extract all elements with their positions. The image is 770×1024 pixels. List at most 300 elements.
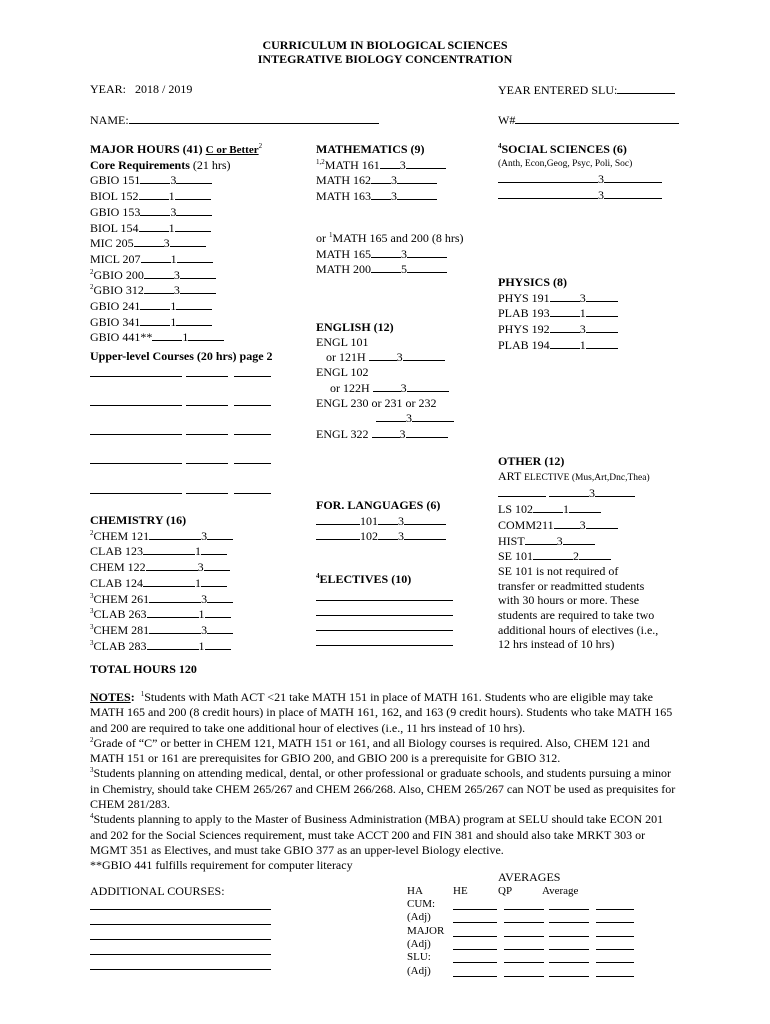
other-course-row xyxy=(498,548,658,564)
se-note-line: 12 hrs instead of 10 hrs) xyxy=(498,637,615,652)
course-blank[interactable] xyxy=(144,282,174,294)
english-line-1: ENGL 101 xyxy=(316,334,369,349)
chemistry-course-row xyxy=(90,528,233,544)
footnote-sup: 2 xyxy=(90,528,94,537)
course-blank[interactable] xyxy=(149,591,201,603)
elective-blank[interactable] xyxy=(316,645,453,646)
social-blank[interactable] xyxy=(604,171,662,183)
major-section xyxy=(90,142,262,345)
course-blank[interactable] xyxy=(175,220,211,232)
major-course-list xyxy=(90,172,262,345)
year-entered-blank[interactable] xyxy=(617,82,675,94)
course-hours: 1 xyxy=(195,575,202,590)
note-2: Grade of “C” or better in CHEM 121, MATH 151 or 161, and all Biology courses is required. Also, CHEM 121 and MATH 151 or 161 are prerequisites for GBIO 200, and GBIO 200 is a prerequisite for GBIO 312. xyxy=(90,735,650,766)
language-blank[interactable] xyxy=(378,513,398,525)
course-code: CLAB 123 xyxy=(90,544,144,559)
course-blank[interactable] xyxy=(407,261,447,273)
course-blank[interactable] xyxy=(140,314,170,326)
course-hours: 1 xyxy=(579,306,586,321)
averages-blank[interactable] xyxy=(453,922,497,923)
course-blank[interactable] xyxy=(176,172,212,184)
averages-blank[interactable] xyxy=(453,909,497,910)
course-blank[interactable] xyxy=(380,157,400,169)
se-note-line: students are required to take two xyxy=(498,608,655,623)
course-blank[interactable] xyxy=(140,172,170,184)
language-blank[interactable] xyxy=(316,513,360,525)
course-blank[interactable] xyxy=(204,559,230,571)
note-5: **GBIO 441 fulfills requirement for computer literacy xyxy=(90,858,353,873)
notes-section: NOTES: $^1$Students with Math ACT <21 take MATH 151 in place of MATH 161. Students who are eligible may take MATH 165 and 200 (8 credit hours) in place of MATH 161, 162, and 163 (9 credit hours). Students who take MATH 165 and 200 are required to take one additional hour of electives (i.e., 11 hrs instead of 10 hrs). $^2$Grade of “C” or better in CHEM 121, MATH 151 or 161, and all Biology courses is required. Also, CHEM 121 and MATH 151 or 161 are prerequisites for GBIO 200, and GBIO 200 is a prerequisite for GBIO 312. $^3$Students planning on attending medical, dental, or other professional or graduate schools, and students pursuing a minor in Chemistry, should take CHEM 265/267 and CHEM 266/268. Also, CHEM 265/267 can NOT be used as prequisites for CHEM 281/283. $^4$Students planning to apply to the Master of Business Administration (MBA) program at SELU should take ECON 201 and 202 for the Social Sciences requirement, must take ACCT 200 and FIN 381 and should also take MRKT 303 or MGMT 351 as Electives, and must take GBIO 377 as an upper-level Biology elective. **GBIO 441 fulfills requirement for computer literacy xyxy=(90,690,680,874)
upper-level-blank[interactable] xyxy=(90,376,182,377)
averages-blank[interactable] xyxy=(453,949,497,950)
course-hours: 3 xyxy=(398,529,404,544)
course-blank[interactable] xyxy=(176,298,212,310)
english-blank[interactable] xyxy=(372,426,400,438)
additional-course-blank[interactable] xyxy=(90,924,271,925)
course-code: PHYS 191 xyxy=(498,290,550,305)
se-note xyxy=(498,564,658,652)
note-4: Students planning to apply to the Master of Business Administration (MBA) program at SELU should take ECON 201 and 202 for the Social Sciences requirement, must take ACCT 200 and FIN 381 and should also take MRKT 303 or MGMT 351 as Electives, and must take GBIO 377 as an upper-level Biology elective. xyxy=(90,812,664,857)
major-course-row xyxy=(90,220,262,236)
upper-level-blank[interactable] xyxy=(234,376,271,377)
averages-blank[interactable] xyxy=(549,909,589,910)
chemistry-heading: CHEMISTRY (16) xyxy=(90,513,187,527)
course-blank[interactable] xyxy=(207,528,233,540)
averages-blank[interactable] xyxy=(549,962,589,963)
averages-blank[interactable] xyxy=(504,922,544,923)
footnote-sup: 2 xyxy=(90,283,94,292)
major-course-row xyxy=(90,172,262,188)
averages-blank[interactable] xyxy=(596,962,634,963)
course-code: CHEM 121 xyxy=(93,528,150,543)
other-course-row xyxy=(498,517,658,533)
course-blank[interactable] xyxy=(188,329,224,341)
course-hours: 3 xyxy=(556,533,563,548)
english-section xyxy=(316,320,454,442)
upper-level-blank[interactable] xyxy=(186,434,228,435)
year-entered-label: YEAR ENTERED SLU: xyxy=(498,83,618,97)
english-blank[interactable] xyxy=(403,349,445,361)
physics-course-row xyxy=(498,290,618,306)
course-hours: 1 xyxy=(170,251,177,266)
other-course-row xyxy=(498,501,658,517)
averages-blank[interactable] xyxy=(596,976,634,977)
course-blank[interactable] xyxy=(149,622,201,634)
math-course-row xyxy=(316,172,446,188)
note-3: Students planning on attending medical, dental, or other professional or graduate schools, and students pursuing a minor in Chemistry, should take CHEM 265/267 and CHEM 266/268. Also, CHEM 265/267 can NOT be used as prequisites for CHEM 281/283. xyxy=(90,766,676,812)
averages-col-header: Average xyxy=(542,885,579,897)
course-blank[interactable] xyxy=(147,638,199,650)
math-alt-course-row xyxy=(316,261,464,277)
chemistry-course-row xyxy=(90,559,233,575)
upper-level-blank[interactable] xyxy=(90,405,182,406)
elective-blank[interactable] xyxy=(316,600,453,601)
course-blank[interactable] xyxy=(569,501,601,513)
course-code: PHYS 192 xyxy=(498,322,550,337)
course-blank[interactable] xyxy=(146,559,198,571)
course-code: CHEM 261 xyxy=(93,591,150,606)
course-blank[interactable] xyxy=(147,606,199,618)
course-code: GBIO 441** xyxy=(90,330,153,345)
averages-blank[interactable] xyxy=(596,909,634,910)
averages-blank[interactable] xyxy=(453,976,497,977)
social-blank[interactable] xyxy=(498,171,598,183)
upper-level-blank[interactable] xyxy=(186,405,228,406)
averages-blank[interactable] xyxy=(504,976,544,977)
core-hours: (21 hrs) xyxy=(192,157,231,172)
course-blank[interactable] xyxy=(144,267,174,279)
averages-blank[interactable] xyxy=(453,936,497,937)
averages-blank[interactable] xyxy=(549,922,589,923)
course-blank[interactable] xyxy=(550,305,580,317)
course-blank[interactable] xyxy=(152,329,182,341)
course-blank[interactable] xyxy=(175,188,211,200)
languages-section xyxy=(316,498,446,544)
note-4-sup: 4 xyxy=(90,812,94,821)
course-hours: 1 xyxy=(170,299,177,314)
course-blank[interactable] xyxy=(406,157,446,169)
name-blank[interactable] xyxy=(129,112,379,124)
language-blank[interactable] xyxy=(316,528,360,540)
averages-row-label: MAJOR xyxy=(407,924,445,937)
upper-level-blank[interactable] xyxy=(90,493,182,494)
averages-blank[interactable] xyxy=(549,936,589,937)
language-blank[interactable] xyxy=(404,513,446,525)
additional-course-blank[interactable] xyxy=(90,939,271,940)
course-hours: 3 xyxy=(201,591,208,606)
course-blank[interactable] xyxy=(586,321,618,333)
w-number-field xyxy=(498,112,679,128)
averages-blank[interactable] xyxy=(549,949,589,950)
course-code: COMM211 xyxy=(498,517,554,532)
course-blank[interactable] xyxy=(207,622,233,634)
course-code: 101 xyxy=(360,513,378,528)
course-hours: 3 xyxy=(173,283,180,298)
elective-blank[interactable] xyxy=(316,630,453,631)
course-hours: 3 xyxy=(391,189,398,204)
note-3-sup: 3 xyxy=(90,766,94,775)
course-blank[interactable] xyxy=(177,251,213,263)
course-blank[interactable] xyxy=(397,172,437,184)
major-course-row xyxy=(90,267,262,283)
course-hours: 1 xyxy=(182,330,189,345)
major-course-row xyxy=(90,188,262,204)
language-blank[interactable] xyxy=(404,528,446,540)
course-blank[interactable] xyxy=(205,606,231,618)
course-blank[interactable] xyxy=(550,337,580,349)
course-blank[interactable] xyxy=(201,575,227,587)
name-field xyxy=(90,112,379,128)
course-code: CLAB 283 xyxy=(93,638,147,653)
course-hours: 1 xyxy=(168,189,175,204)
course-blank[interactable] xyxy=(170,235,206,247)
course-blank[interactable] xyxy=(554,517,580,529)
english-blank[interactable] xyxy=(407,380,449,392)
math-alt-text: MATH 165 and 200 (8 hrs) xyxy=(332,231,464,245)
averages-title: AVERAGES xyxy=(498,870,561,884)
course-hours: 3 xyxy=(170,173,177,188)
social-hrs: 3 xyxy=(598,188,604,203)
footnote-sup: 3 xyxy=(90,591,94,600)
course-code: HIST xyxy=(498,533,525,548)
course-code: MATH 163 xyxy=(316,189,372,204)
note-2-sup: 2 xyxy=(90,735,94,744)
language-blank[interactable] xyxy=(378,528,398,540)
chemistry-course-row xyxy=(90,591,233,607)
course-code: CLAB 263 xyxy=(93,607,147,622)
averages-blank[interactable] xyxy=(504,909,544,910)
additional-course-blank[interactable] xyxy=(90,969,271,970)
course-code: GBIO 151 xyxy=(90,173,141,188)
course-blank[interactable] xyxy=(407,246,447,258)
footnote-sup: 2 xyxy=(90,267,94,276)
math-course-row xyxy=(316,188,446,204)
averages-col-header: HA xyxy=(407,885,423,897)
english-line-4: or 122H xyxy=(330,380,370,395)
course-code: GBIO 200 xyxy=(93,267,144,282)
page-title: CURRICULUM IN BIOLOGICAL SCIENCES xyxy=(262,38,508,52)
major-heading-note: C or Better xyxy=(205,144,259,156)
course-blank[interactable] xyxy=(397,188,437,200)
english-blank[interactable] xyxy=(412,410,454,422)
averages-blank[interactable] xyxy=(504,936,544,937)
course-blank[interactable] xyxy=(134,235,164,247)
averages-row-label: (Adj) xyxy=(407,964,431,977)
english-line-5: ENGL 230 or 231 or 232 xyxy=(316,395,437,410)
course-code: 102 xyxy=(360,529,378,544)
course-hours: 1 xyxy=(198,638,205,653)
note-1: Students with Math ACT <21 take MATH 151 in place of MATH 161. Students who are eligible may take MATH 165 and 200 (8 credit hours) in place of MATH 161, 162, and 163 (9 credit hours). Students who take MATH 165 and 200 are required to take one additional hour of electives (i.e., 11 hrs instead of 10 hrs). xyxy=(90,690,673,735)
english-hrs: 3 xyxy=(400,380,407,395)
math-course-list xyxy=(316,157,446,204)
upper-level-blank[interactable] xyxy=(234,493,271,494)
social-section xyxy=(498,142,662,203)
year-field xyxy=(90,82,192,97)
course-blank[interactable] xyxy=(205,638,231,650)
major-course-row xyxy=(90,204,262,220)
averages-row-label: SLU: xyxy=(407,951,431,964)
upper-level-blank[interactable] xyxy=(234,405,271,406)
course-blank[interactable] xyxy=(586,305,618,317)
course-hours: 1 xyxy=(579,337,586,352)
course-code: GBIO 153 xyxy=(90,204,141,219)
major-course-row xyxy=(90,251,262,267)
footnote-sup: 1,2 xyxy=(316,157,325,166)
course-blank[interactable] xyxy=(201,543,227,555)
course-blank[interactable] xyxy=(180,267,216,279)
averages-blank[interactable] xyxy=(596,949,634,950)
course-code: SE 101 xyxy=(498,549,534,564)
math-heading: MATHEMATICS (9) xyxy=(316,142,425,156)
course-blank[interactable] xyxy=(176,314,212,326)
course-blank[interactable] xyxy=(143,543,195,555)
social-blank[interactable] xyxy=(498,187,598,199)
w-label: W# xyxy=(498,113,516,127)
course-blank[interactable] xyxy=(586,337,618,349)
year-value: 2018 / 2019 xyxy=(135,82,193,96)
course-hours: 5 xyxy=(401,262,408,277)
language-course-row xyxy=(316,528,446,544)
page-subtitle: INTEGRATIVE BIOLOGY CONCENTRATION xyxy=(257,52,513,66)
additional-courses-label: ADDITIONAL COURSES: xyxy=(90,884,225,898)
upper-level-blank[interactable] xyxy=(234,463,271,464)
note-1-sup: 1 xyxy=(140,690,145,698)
course-blank[interactable] xyxy=(371,172,391,184)
math-alt-prefix: or xyxy=(316,231,329,245)
course-blank[interactable] xyxy=(140,298,170,310)
course-hours: 3 xyxy=(163,236,170,251)
english-hrs: 3 xyxy=(406,411,412,426)
physics-course-list xyxy=(498,290,618,353)
course-code: MIC 205 xyxy=(90,236,134,251)
math-alt-section xyxy=(316,231,464,277)
additional-course-blank[interactable] xyxy=(90,954,271,955)
course-hours: 1 xyxy=(195,544,202,559)
course-blank[interactable] xyxy=(563,533,595,545)
course-code: MICL 207 xyxy=(90,251,141,266)
chemistry-course-row xyxy=(90,622,233,638)
major-course-row xyxy=(90,329,262,345)
course-code: PLAB 194 xyxy=(498,337,550,352)
course-hours: 3 xyxy=(170,204,177,219)
art-hrs: 3 xyxy=(589,486,595,501)
averages-blank[interactable] xyxy=(596,922,634,923)
chemistry-course-row xyxy=(90,638,233,654)
math-section xyxy=(316,142,446,204)
upper-level-label: Upper-level Courses (20 hrs) page 2 xyxy=(90,349,273,363)
course-hours: 3 xyxy=(398,513,404,528)
course-blank[interactable] xyxy=(139,188,169,200)
course-code: GBIO 312 xyxy=(93,283,144,298)
course-code: LS 102 xyxy=(498,502,534,517)
english-line-6: ENGL 322 xyxy=(316,426,369,441)
course-hours: 3 xyxy=(201,622,208,637)
upper-level-blank[interactable] xyxy=(234,434,271,435)
se-note-line: with 30 hours or more. These xyxy=(498,593,640,608)
course-blank[interactable] xyxy=(149,528,201,540)
course-blank[interactable] xyxy=(533,501,563,513)
upper-level-blank[interactable] xyxy=(186,463,228,464)
course-hours: 1 xyxy=(168,220,175,235)
course-blank[interactable] xyxy=(579,548,611,560)
physics-course-row xyxy=(498,305,618,321)
physics-heading: PHYSICS (8) xyxy=(498,275,568,289)
elective-blank[interactable] xyxy=(316,615,453,616)
math-alt-course-row xyxy=(316,246,464,262)
other-blank[interactable] xyxy=(595,485,635,497)
course-code: CHEM 122 xyxy=(90,560,146,575)
other-course-row xyxy=(498,533,658,549)
other-blank[interactable] xyxy=(498,485,546,497)
other-blank[interactable] xyxy=(549,485,589,497)
averages-blank[interactable] xyxy=(453,962,497,963)
course-blank[interactable] xyxy=(371,246,401,258)
english-blank[interactable] xyxy=(373,380,401,392)
course-hours: 1 xyxy=(563,502,570,517)
course-blank[interactable] xyxy=(180,282,216,294)
course-hours: 3 xyxy=(579,290,586,305)
english-line-2: or 121H xyxy=(326,350,366,365)
course-blank[interactable] xyxy=(550,290,580,302)
english-hrs: 3 xyxy=(396,350,403,365)
course-blank[interactable] xyxy=(139,220,169,232)
physics-course-row xyxy=(498,337,618,353)
course-blank[interactable] xyxy=(525,533,557,545)
additional-course-blank[interactable] xyxy=(90,909,271,910)
course-blank[interactable] xyxy=(371,188,391,200)
course-hours: 3 xyxy=(173,267,180,282)
chemistry-course-row xyxy=(90,606,233,622)
course-code: PLAB 193 xyxy=(498,306,550,321)
major-course-row xyxy=(90,282,262,298)
course-blank[interactable] xyxy=(533,548,573,560)
english-heading: ENGLISH (12) xyxy=(316,320,394,334)
languages-heading: FOR. LANGUAGES (6) xyxy=(316,498,441,512)
course-code: MATH 161 xyxy=(324,157,380,172)
course-code: CLAB 124 xyxy=(90,575,144,590)
course-blank[interactable] xyxy=(141,251,171,263)
year-label: YEAR: xyxy=(90,82,126,96)
averages-blank[interactable] xyxy=(596,936,634,937)
english-blank[interactable] xyxy=(369,349,397,361)
course-hours: 3 xyxy=(391,173,398,188)
english-line-3: ENGL 102 xyxy=(316,365,369,380)
social-blank[interactable] xyxy=(604,187,662,199)
upper-level-blank[interactable] xyxy=(186,493,228,494)
averages-col-header: HE xyxy=(453,885,468,897)
total-hours: TOTAL HOURS 120 xyxy=(90,662,197,676)
course-code: GBIO 341 xyxy=(90,314,141,329)
course-blank[interactable] xyxy=(586,290,618,302)
averages-blank[interactable] xyxy=(504,962,544,963)
social-hrs: 3 xyxy=(598,172,604,187)
core-label: Core Requirements xyxy=(90,157,190,172)
course-hours: 3 xyxy=(201,528,208,543)
course-hours: 3 xyxy=(401,246,408,261)
math-alt-course-list xyxy=(316,246,464,277)
upper-level-blank[interactable] xyxy=(90,463,182,464)
course-blank[interactable] xyxy=(176,204,212,216)
english-blank[interactable] xyxy=(406,426,448,438)
course-code: BIOL 152 xyxy=(90,189,139,204)
upper-level-blank[interactable] xyxy=(186,376,228,377)
course-hours: 3 xyxy=(579,322,586,337)
physics-section xyxy=(498,275,618,353)
averages-row-label: (Adj) xyxy=(407,911,431,924)
languages-course-list xyxy=(316,513,446,544)
averages-row-label: CUM: xyxy=(407,898,436,910)
course-blank[interactable] xyxy=(371,261,401,273)
w-number-blank[interactable] xyxy=(515,112,679,124)
course-code: GBIO 241 xyxy=(90,299,141,314)
se-note-line: SE 101 is not required of xyxy=(498,563,619,578)
course-code: BIOL 154 xyxy=(90,220,139,235)
course-blank[interactable] xyxy=(140,204,170,216)
course-hours: 1 xyxy=(198,607,205,622)
upper-level-blank[interactable] xyxy=(90,434,182,435)
english-blank[interactable] xyxy=(376,410,406,422)
course-blank[interactable] xyxy=(143,575,195,587)
course-blank[interactable] xyxy=(207,591,233,603)
se-note-line: additional hours of electives (i.e., xyxy=(498,622,659,637)
course-blank[interactable] xyxy=(586,517,618,529)
course-blank[interactable] xyxy=(550,321,580,333)
course-hours: 3 xyxy=(399,157,406,172)
averages-blank[interactable] xyxy=(549,976,589,977)
averages-blank[interactable] xyxy=(504,949,544,950)
social-note: (Anth, Econ,Geog, Psyc, Poli, Soc) xyxy=(498,158,633,169)
language-course-row xyxy=(316,513,446,529)
